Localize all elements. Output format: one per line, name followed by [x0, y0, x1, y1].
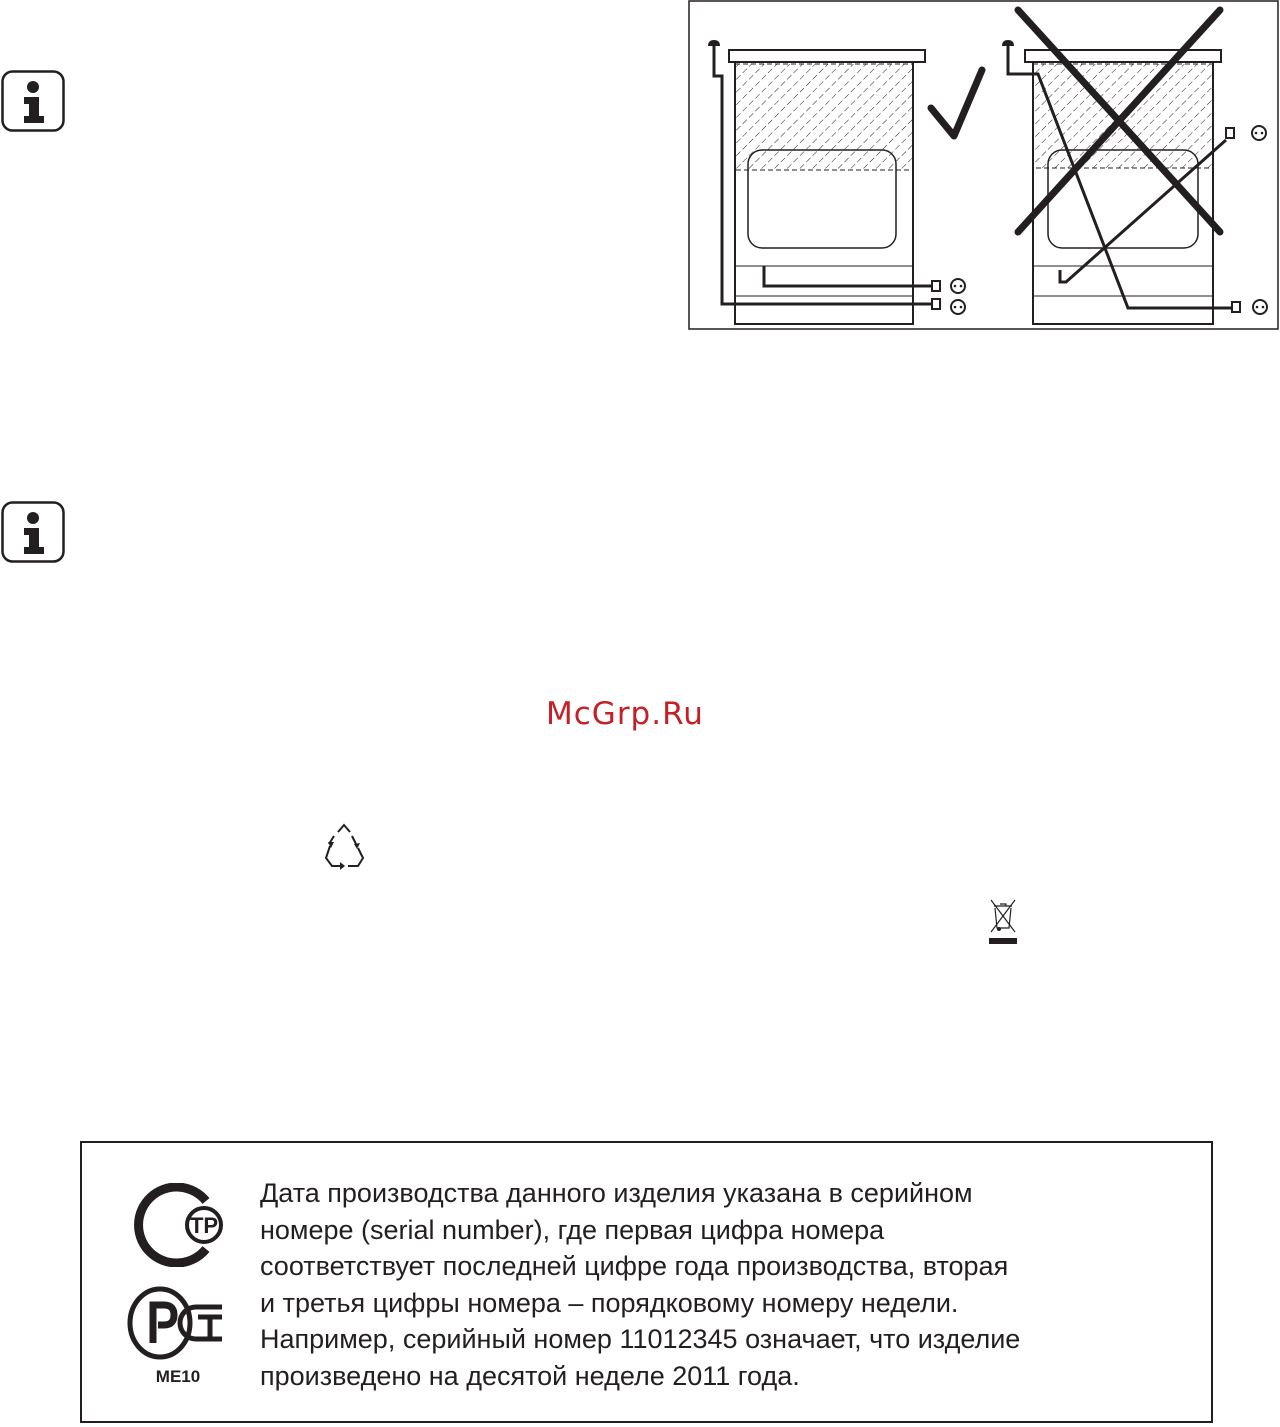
eac-mark-letters: TP	[189, 1213, 219, 1238]
pct-certification-mark	[126, 1285, 230, 1361]
production-date-notice	[80, 1141, 1213, 1423]
recycle-icon	[318, 822, 370, 872]
notice-line: произведено на десятой неделе 2011 года.	[260, 1360, 800, 1391]
notice-line: и третья цифры номера – порядковому номеру недели.	[260, 1287, 959, 1318]
info-icon	[1, 70, 65, 132]
watermark-text: McGrp.Ru	[546, 696, 704, 732]
gost-tr-certification-mark	[126, 1183, 230, 1267]
info-icon	[1, 501, 65, 563]
notice-line: Например, серийный номер 11012345 означает, что изделие	[260, 1324, 1021, 1354]
notice-line: номере (serial number), где первая цифра номера	[260, 1214, 885, 1245]
notice-line: соответствует последней цифре года производства, вторая	[260, 1251, 1009, 1281]
installation-diagram	[688, 0, 1279, 330]
crossed-bin-icon	[985, 896, 1021, 946]
pct-mark-code: ME10	[155, 1367, 201, 1386]
notice-text	[260, 1175, 1200, 1394]
notice-line: Дата производства данного изделия указана в серийном	[260, 1178, 973, 1208]
